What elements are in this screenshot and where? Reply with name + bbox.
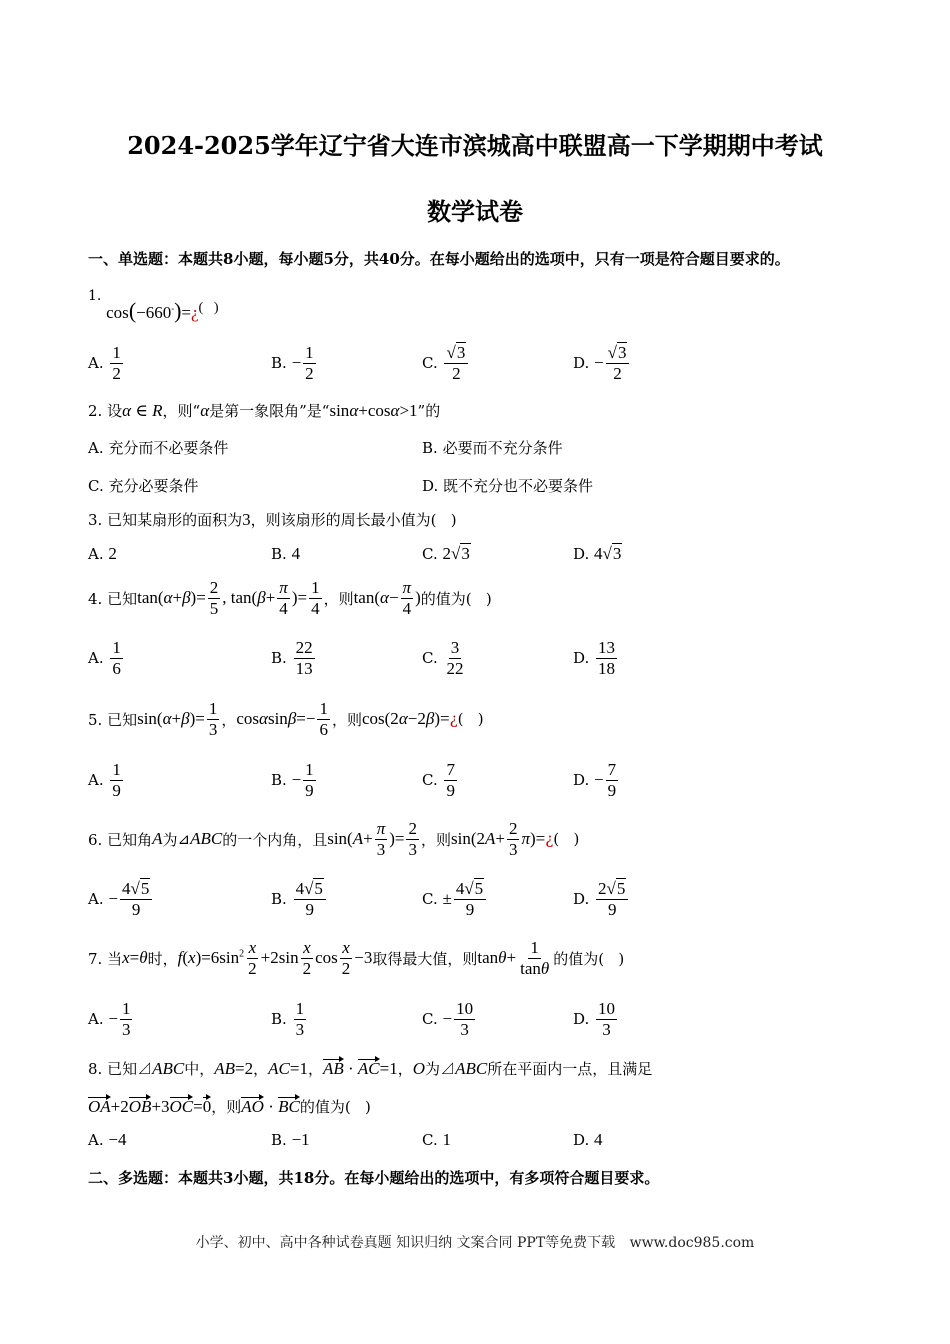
question-6: 6. 已知角 A 为 ⊿ ABC 的一个内角，且 sin( A + $\frac{\pi}{3}$ )= $\frac{2}{3}$ ，则 sin(2 A + $\frac{2}{3}$ π )= ¿ ( ) xyxy=(88,819,580,859)
q7-option-d[interactable]: D. $\frac{10}{3}$ xyxy=(573,999,616,1039)
q5-option-b[interactable]: B. − $\frac{1}{9}$ xyxy=(271,760,314,800)
q1-option-a[interactable]: A. $\frac{1}{2}$ xyxy=(88,343,121,383)
q4-option-a[interactable]: A. $\frac{1}{6}$ xyxy=(88,638,121,678)
q5-option-a[interactable]: A. $\frac{1}{9}$ xyxy=(88,760,121,800)
q1-option-b[interactable]: B. − $\frac{1}{2}$ xyxy=(271,343,314,383)
exam-subtitle: 数学试卷 xyxy=(427,197,523,226)
q6-option-d[interactable]: D. $\frac{2√5}{9}$ xyxy=(573,879,630,919)
section-2-heading: 二、多选题：本题共3小题，共18分。在每小题给出的选项中，有多项符合题目要求。 xyxy=(88,1169,660,1187)
question-1: 1. cos(−660◦)=¿( ) xyxy=(88,288,219,323)
q6-option-c[interactable]: C. ± $\frac{4√5}{9}$ xyxy=(422,879,488,919)
q7-option-c[interactable]: C. − $\frac{10}{3}$ xyxy=(422,999,474,1039)
q2-option-d[interactable]: D. 既不充分也不必要条件 xyxy=(422,476,594,495)
q8-option-d[interactable]: D. 4 xyxy=(573,1130,603,1149)
q2-option-c[interactable]: C. 充分必要条件 xyxy=(88,476,199,495)
q1-option-c[interactable]: C. $\frac{√3}{2}$ xyxy=(422,343,470,383)
q6-option-b[interactable]: B. $\frac{4√5}{9}$ xyxy=(271,879,328,919)
q4-option-b[interactable]: B. $\frac{22}{13}$ xyxy=(271,638,313,678)
footer-url[interactable]: www.doc985.com xyxy=(629,1235,755,1251)
section-1-heading: 一、单选题：本题共8小题，每小题5分，共40分。在每小题给出的选项中，只有一项是符合题目要求的。 xyxy=(88,250,790,268)
q6-option-a[interactable]: A. − $\frac{4√5}{9}$ xyxy=(88,879,154,919)
q7-option-a[interactable]: A. − $\frac{1}{3}$ xyxy=(88,999,131,1039)
q4-option-d[interactable]: D. $\frac{13}{18}$ xyxy=(573,638,616,678)
footer-text: 小学、初中、高中各种试卷真题 知识归纳 文案合同 PPT等免费下载 xyxy=(195,1235,616,1251)
q8-option-b[interactable]: B. −1 xyxy=(271,1130,310,1149)
q3-option-d[interactable]: D. 4√3 xyxy=(573,544,622,563)
q3-option-a[interactable]: A. 2 xyxy=(88,544,117,563)
question-3: 3. 已知某扇形的面积为3，则该扇形的周长最小值为( ) xyxy=(88,510,457,529)
q5-option-d[interactable]: D. − $\frac{7}{9}$ xyxy=(573,760,617,800)
question-8-line-1: 8. 已知⊿ABC中，AB=2，AC=1，AB · AC=1，O为⊿ABC所在平面内一点，且满足 xyxy=(88,1059,653,1078)
q8-option-c[interactable]: C. 1 xyxy=(422,1130,451,1149)
exam-title: 2024-2025学年辽宁省大连市滨城高中联盟高一下学期期中考试 xyxy=(127,131,823,160)
question-7: 7. 当 x = θ 时， f ( x )$=6\sin^2$ $\frac{x}{2}$ +2sin $\frac{x}{2}$ cos $\frac{x}{2}$ −3 取得最大值，则 tan θ + $\frac{1}{\tan\theta}$ 的值为( ) xyxy=(88,938,625,978)
q4-option-c[interactable]: C. $\frac{3}{22}$ xyxy=(422,638,464,678)
q3-option-b[interactable]: B. 4 xyxy=(271,544,301,563)
q5-option-c[interactable]: C. $\frac{7}{9}$ xyxy=(422,760,455,800)
q8-option-a[interactable]: A. −4 xyxy=(88,1130,127,1149)
question-5: 5. 已知 sin( α + β )= $\frac{1}{3}$ ， cos α sin β =− $\frac{1}{6}$ ，则 cos(2 α −2 β )= ¿ ( ) xyxy=(88,699,484,739)
footer xyxy=(0,1232,950,1252)
q1-option-d[interactable]: D. − $\frac{√3}{2}$ xyxy=(573,343,631,383)
question-2: 2. 设α ∈ R，则“α是第一象限角”是“sinα+cosα>1”的 xyxy=(88,401,441,420)
q7-option-b[interactable]: B. $\frac{1}{3}$ xyxy=(271,999,305,1039)
question-8-line-2: OA+2OB+3OC=0，则AO · BC的值为( ) xyxy=(88,1097,371,1116)
q2-option-a[interactable]: A. 充分而不必要条件 xyxy=(88,438,229,457)
q2-option-b[interactable]: B. 必要而不充分条件 xyxy=(422,438,563,457)
q3-option-c[interactable]: C. 2√3 xyxy=(422,544,470,563)
question-4: 4. 已知 tan( α + β )= $\frac{2}{5}$ , tan( β + $\frac{\pi}{4}$ )= $\frac{1}{4}$ ，则 tan( α − $\frac{\pi}{4}$ ) 的值为( ) xyxy=(88,578,492,618)
